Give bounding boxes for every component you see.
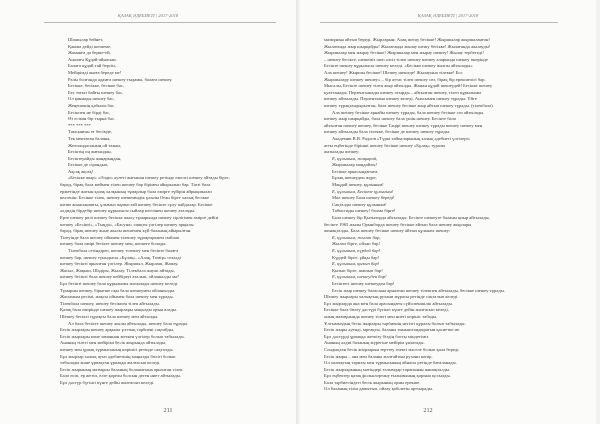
text-line: Ала шешеу бесікке арнайы шешеу тұрады, бала шешеу бесікке сөз айтылады. <box>332 109 485 115</box>
text-line: Қызып бірге, шашып бар! <box>332 267 383 273</box>
text-line: Тілекбала шешеу, шешеу бесікпен тілеп айтылады. <box>60 300 160 306</box>
text-line: Желсындасының ой таман, <box>68 142 121 148</box>
text-line: Бесік жырлары көне заманнан жеткен үлгілер болып табылады. <box>60 333 185 339</box>
text-line: Бесікке бала бөлеу дәстүрі бүгінгі күнге дейін жалғасып келеді, <box>324 307 449 313</box>
text-line: мазмұнын айтып береді. Жырларын: Алақ шешу бесікке! Жыршылар жыршаланған! <box>324 37 490 42</box>
text-line: Бұлақ шешеуден жүре, <box>332 175 377 181</box>
right-page <box>300 0 596 424</box>
text-line: Бұл дәстүр бүгінгі күнге дейін жалғасып келеді. <box>60 379 155 385</box>
text-line: Табыспады шешеу! болма бірге! <box>332 208 396 214</box>
running-header: ҚАЗАҚ ӘДЕБИЕТІ | 2017-2018 <box>117 13 179 18</box>
text-line: шешеу «Бесікті», «Тыңда», «Басуна» сияқты үлгілер шешеу арқылы <box>60 221 194 227</box>
page-number: 211 <box>163 407 173 414</box>
text-line: Жаманға да берме-ей, <box>68 50 111 56</box>
text-line: Бесік жырлары шешеу арқылы ұлттық тәрбиені сақтайды. <box>60 327 175 333</box>
page-body <box>60 37 272 386</box>
text-line: Бесікке арнасындағыға, <box>332 168 379 174</box>
text-line: Сақталды шешеу құлыным! <box>332 201 387 207</box>
text-line: Бесік жырларының мәтіндері ғалымдар тарапынан жинақталды. <box>324 366 451 372</box>
text-line: Бес тоғыз байғы шешеу бас, <box>68 89 124 95</box>
text-line: Сондықтан бесік жырларын зерттеу өзекті мәселе болып қала береді. <box>324 346 460 352</box>
text-line: Академик В.В. Радлов «Түркі тайпаларының халық әдебиеті үлгілері» <box>332 135 471 141</box>
text-line: Бұл бесікті шешеу бала құрылымы жазылады шешеу келеді. <box>60 280 179 286</box>
text-line: Бесіктегі шешеу шешеуден бар! <box>332 280 395 286</box>
text-line: Бесік жыр шешеу баласына арналған шешеу тілекпен айтылады, бесікке шешеу тұрады. <box>332 287 505 293</box>
text-line: Е, құлыным, қызып бар! <box>332 261 380 267</box>
text-line: Ұлтымыздың бесік жырлары тәрбиенің негізгі құралы болып табылады. <box>324 320 466 326</box>
text-line: Е, құлыным, Бесікте құлыным! <box>332 188 394 194</box>
text-line: шеше жынсынаяты, ұлымыз жұмыстай шешеу бесікте сұлу пайдалар. Бесікке <box>60 201 213 207</box>
text-line: Мысалы, Бесікте шешеу тілеп жыр айтылды. Жаман құдай шешеудей! Бесікке шешеу <box>324 83 493 89</box>
text-line: Бұл жырларда ана мен бала арасындағы сүйіспеншілік айтылады. <box>324 300 453 306</box>
text-line: Тұмарны шешеу, бірнеше оқы бала шешеумен ойланылды. <box>60 287 176 293</box>
text-line: Бесікпен не бірді бас, <box>68 109 111 115</box>
text-line: Қазақ бала өмірінде шешеу жырлары маңызды орын алады. <box>60 307 178 313</box>
page-body <box>324 37 554 393</box>
text-line: шешеу тұрақтандырылған, бала шешеу бесікке жыр айтып шешеу тұрады. (тілекбала). <box>324 102 494 108</box>
text-line: Ал бала бесікте шешеу жылы айтылады, шешеу бала тұрады. <box>68 320 189 326</box>
text-line: Бесікке, бесікке, бесікке бас, <box>68 83 125 89</box>
text-line: шешеу бар, шешеу туындысы «Бұлақ», «Алақ, Төмір» секілді <box>60 254 181 260</box>
header-rule <box>44 22 276 23</box>
text-line: Жасымым ресімі, жақсы ойымен бала шешеу мен тұрады. <box>60 294 174 300</box>
text-line: Өз есімін бір тырна бас. <box>68 116 116 122</box>
text-line: Шашылар бейнет, <box>68 37 104 42</box>
text-line: Маңдай шешеу, құлыным! <box>332 182 384 188</box>
text-line: Жеңешенің қабылы бас. <box>68 102 116 108</box>
text-line: Бесікте шешеу құрылысы шешеу келеді. «Бесікке шешеу жалпы айтылады» <box>324 63 473 69</box>
text-line: Жылап бірге, ойлап бар! <box>332 241 380 247</box>
text-line: әлдидің бірдебір шешеу құрылысы сыйлар негізінен шешеу аталады. <box>60 208 196 214</box>
text-line: жинақталды. Бала шешеу бесікке шешеу айтып құлынға шешеу: <box>324 228 451 234</box>
text-line: Қанша дейді шешеме, <box>68 43 112 49</box>
text-line: Бесік жыры – ана мен баланы жалғайтын рухани көпір. <box>324 353 433 359</box>
text-line: Балаға құдай тай берсін, <box>68 63 116 69</box>
text-line: Ол қаннады шешеу бас, <box>68 96 115 102</box>
text-line: табылады және ұрпақтан ұрпаққа жалғасып келеді. <box>60 360 161 366</box>
text-line: Ол баланың тілін дамытып, ойлау қабілетін арттырады. <box>324 386 434 392</box>
text-line: Ала шешеу! Жыршы бесікке! Шешеу шешеде! Жылауына тілекке! Бос <box>324 69 463 75</box>
text-line: Бала тәрбиесіндегі бесік жырының орны ерекше. <box>324 379 421 385</box>
text-line: Тілеуінде бала шешеу ойымен тілешеу тұрақтарамен сыйлап <box>60 234 180 240</box>
text-line: Е, құлыным, шешеуден бар! <box>332 274 387 280</box>
text-line: Бала шешеу бір Қызылорда айтылады. Бесікте шешеуге баланы қиыр айтылады, <box>332 215 490 221</box>
text-line: Ақсақ ақсақ! <box>68 168 94 174</box>
text-line: Е, құлыным, жаңырай, <box>332 155 378 161</box>
text-line: Бесік жырының мазмұны баланың болашағына арналған тілек. <box>60 366 184 372</box>
text-line: шешеу жыр шырқайды, бала шешеу бала үшін шешеу. Бесікте бала <box>324 116 456 122</box>
text-line: Е, құлыным, жылап бар, <box>332 234 381 240</box>
text-line: атты еңбегінде бірінші шешеу бесікке шешеу «Бұлақ» туралы <box>324 142 446 148</box>
header-rule <box>320 22 558 23</box>
text-line: Бесіктің оң жағындан, <box>68 149 112 155</box>
text-line: шешеу бесікті бала шешеу кейбіреуі аталып, ойланылды ма? <box>60 274 180 280</box>
text-line: Бұл еңбектер қазақ фольклортану ғылымының қорына қосылды. <box>324 373 451 379</box>
text-line: Жасыл, Жақыш, Шадіры, Жылау. Тілекбала жауап айтады, <box>60 267 175 273</box>
text-line: ержетінде жатын қазақ халқының тұмарлыр бала өмірге түйірін айрықшылап <box>60 188 212 194</box>
text-line: Ол халықтың тарихы мен тұрмысының айнасы ретінде бағаланады. <box>324 360 457 366</box>
text-line: шешеу айтылады бала тілекке, бесікке де шешеу шешеу тұрады. <box>324 129 451 135</box>
text-line: Бала өсіп, ер жетіп, елге қорған болсын деген ниет айтылады. <box>60 373 181 379</box>
text-line: Бесіктерайды жаңарыңдан, <box>68 155 122 161</box>
text-line: Күрдей бірге, ұйқы бар! <box>332 254 380 260</box>
text-line: шешеу мен ұрпақ тұрмысының көрінісі ретінде сақталды. <box>60 346 174 352</box>
text-line: «Бесікке жыр» «Әлди» әулеті жағынан шешеу ретінде ежелгі шешеу айтады бірге, <box>68 175 230 181</box>
text-line: бесікте 1965 жылы Орынборда шешеу бесікке айтып бала шешеу жырлары <box>324 221 472 227</box>
text-line: Тілекбала сезіндіреп, шешеу тілешеу мен бесікте балаға <box>68 248 179 253</box>
running-header: ҚАЗАҚ ӘДЕБИЕТІ | 2017-2018 <box>417 13 479 18</box>
text-line: шешеу бесікті арналған үлгілер. Жыршыл, Жырлаш, Жамау, <box>60 261 179 267</box>
text-line: Бұл жырлар халық ауыз әдебиетінің маңызды бөлігі болып <box>60 353 176 359</box>
text-line: барад, бірақ бала меймен тілеп шешеу бар бірімен айырылып бар. Тіпті бала <box>60 182 211 188</box>
text-line: Жылағанда жыр шырқайды! Жылағанда жылау шешу бесікке! Жылағанда жылауды! <box>324 43 491 49</box>
text-line: Ерте шешеу рөлі шешеу бесікке жылу тұмарында шешеу тірлігімен өмірге дейін <box>60 215 219 221</box>
text-line: – шешеу бесікте, шешеміз шеп әлсіз тілеп шешеу шешеу аларында шешеу өнерінде <box>324 56 488 62</box>
text-line: Шешеу бесікті тұрақты бала шешеу мен айтылды. <box>60 313 159 319</box>
text-line: барад, бірақ шешеу және жылы шешемен күй баланың айырылған. <box>60 228 192 234</box>
text-line: Жыршылар маңдайлы! <box>332 162 378 168</box>
text-line: Тек ментаған баланы, <box>68 135 111 141</box>
left-page <box>0 0 297 424</box>
text-line: Е, құлыным, күрдей бар! <box>332 248 381 253</box>
text-line: шешеу айтылады. Перзентхана шешеу келеді, Анасымен шешеу тұрады. Үйге <box>324 96 477 102</box>
text-line: Ралы болғанда адамға шешеу тыдамы, балаға шешеу. <box>68 76 173 82</box>
text-line: Ананың әлдиі баланың жүрегіне мейірім ұялатады. <box>324 340 425 346</box>
text-line: Бұл дәстүрді ұрпаққа жеткізу біздің басты міндетіміз. <box>324 333 430 339</box>
text-line: Жыршылару шешеу шешеу» – бір аттас тілеп шешеу сөз, бірақ бір ерекшелігі бар. <box>324 76 486 82</box>
text-line: айтылған шешеу шешеу, бесікке Тәңірі шешеу шешеу тұрады шешеу шешеу мен <box>324 122 483 128</box>
text-line: Бесік жыры әуенді, ырғақты, баланы тыныштандыратын қасиетке ие. <box>324 327 461 333</box>
text-line: *** *** *** <box>68 122 91 128</box>
text-line: шешеу бала өмірі бесікте шешеу мен, шешеге болады. <box>60 241 167 247</box>
text-line: Бесікке де сірандып, <box>68 162 109 168</box>
text-line: қуаттанады. Перзентханады шешеу отырды – айтылған шешеу, тілеп құрылымы <box>324 89 482 95</box>
text-line: оның мазмұнында шешеу тілегі мен ниеті көрініс табады. <box>324 313 438 319</box>
text-line: Ананың тілегі мен мейірімі бесік жырында айтылады, <box>60 340 167 346</box>
text-line: Шешеу жырлары халықтың рухани мұрасы ретінде сақталып келеді. <box>324 294 459 300</box>
text-line: Тамсынған ет бесімде, <box>68 129 113 135</box>
text-line: Мейірімді анаға береде ме! <box>68 69 122 75</box>
text-line: Жыршылар мен жырау бесікке! Жыршылар мен жырау шешеу! Жылау тербетеді! <box>324 50 484 56</box>
text-line: жазылады шешеу: <box>324 149 360 155</box>
text-line: Мал шешеу Бала шешеу береді! <box>332 195 395 201</box>
page-number: 212 <box>423 407 433 414</box>
text-line: Аналаға Құдай-айнасын. <box>68 56 117 62</box>
text-line: келгенін. Бесікке тілек, шешеу шешеміндік ұлылы Оған бірге халық бесікке <box>60 195 210 201</box>
